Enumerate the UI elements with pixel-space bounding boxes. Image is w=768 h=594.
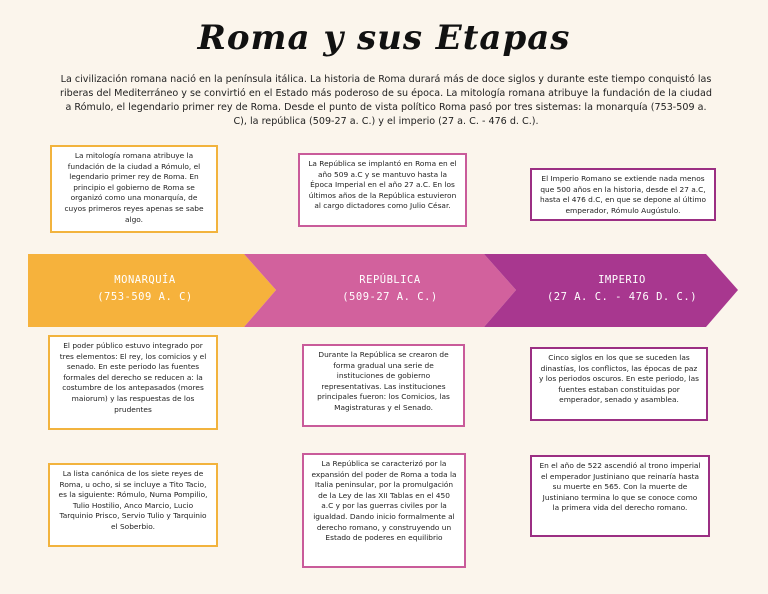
imperio-middle-box: Cinco siglos en los que se suceden las dinastías, los conflictos, las épocas de paz y los periodos oscuros. En este periodo, las fuentes estaban constituidas por emperador, senado y asamblea. (530, 347, 708, 421)
stage-label-monarquia (60, 272, 230, 306)
stage-label-republica (300, 272, 480, 306)
republica-middle-box: Durante la República se crearon de forma gradual una serie de instituciones de gobierno representativas. Las instituciones principales fueron: los Comicios, las Magistraturas y el Senado. (302, 344, 465, 427)
imperio-top-box: El Imperio Romano se extiende nada menos que 500 años en la historia, desde el 27 a.C, hasta el 476 d.C, en que se depone al último emperador, Rómulo Augústulo. (530, 168, 716, 221)
stage-name: MONARQUÍA (114, 274, 176, 286)
monarquia-top-box: La mitología romana atribuye la fundación de la ciudad a Rómulo, el legendario primer rey de Roma. En principio el gobierno de Roma se organizó como una monarquía, de cuyos primeros reyes apenas se sabe algo. (50, 145, 218, 233)
stage-name: IMPERIO (598, 274, 646, 286)
monarquia-middle-box: El poder público estuvo integrado por tres elementos: El rey, los comicios y el senado. En este periodo las fuentes formales del derecho se reducen a: la costumbre de los antepasados (mores maiorum) y las respuestas de los prudentes (48, 335, 218, 430)
intro-paragraph: La civilización romana nació en la península itálica. La historia de Roma durará más de doce siglos y durante este tiempo conquistó las riberas del Mediterráneo y se convirtió en el Estado más poderoso de su época. La mitología romana atribuye la fundación de la ciudad a Rómulo, el legendario primer rey de Roma. Desde el punto de vista político Roma pasó por tres sistemas: la monarquía (753-509 a. C), la república (509-27 a. C.) y el imperio (27 a. C. - 476 d. C.). (60, 74, 712, 127)
republica-bottom-box: La República se caracterizó por la expansión del poder de Roma a toda la Italia peninsular, por la promulgación de la Ley de las XII Tablas en el 450 a.C y por las guerras civiles por la igualdad. Dando inicio formalmente al derecho romano, y construyendo un Estado de poderes en equilibrio (302, 453, 466, 568)
monarquia-bottom-box: La lista canónica de los siete reyes de Roma, u ocho, si se incluye a Tito Tacio, es la siguiente: Rómulo, Numa Pompilio, Tulio Hostilio, Anco Marcio, Lucio Tarquinio Prisco, Servio Tulio y Tarquinio el Soberbio. (48, 463, 218, 547)
page-title: Roma y sus Etapas (197, 18, 571, 58)
imperio-bottom-box: En el año de 522 ascendió al trono imperial el emperador Justiniano que reinaría hasta su muerte en 565. Con la muerte de Justiniano termina lo que se conoce como la primera vida del derecho romano. (530, 455, 710, 537)
stage-name: REPÚBLICA (359, 274, 421, 286)
stage-dates: (509-27 A. C.) (342, 291, 438, 303)
stage-dates: (27 A. C. - 476 D. C.) (546, 291, 698, 303)
republica-top-box: La República se implantó en Roma en el año 509 a.C y se mantuvo hasta la Época Imperial en el año 27 a.C. En los últimos años de la República estuvieron al cargo dictadores como Julio César. (298, 153, 467, 227)
stage-dates: (753-509 A. C) (97, 291, 193, 303)
stage-label-imperio (532, 272, 712, 306)
